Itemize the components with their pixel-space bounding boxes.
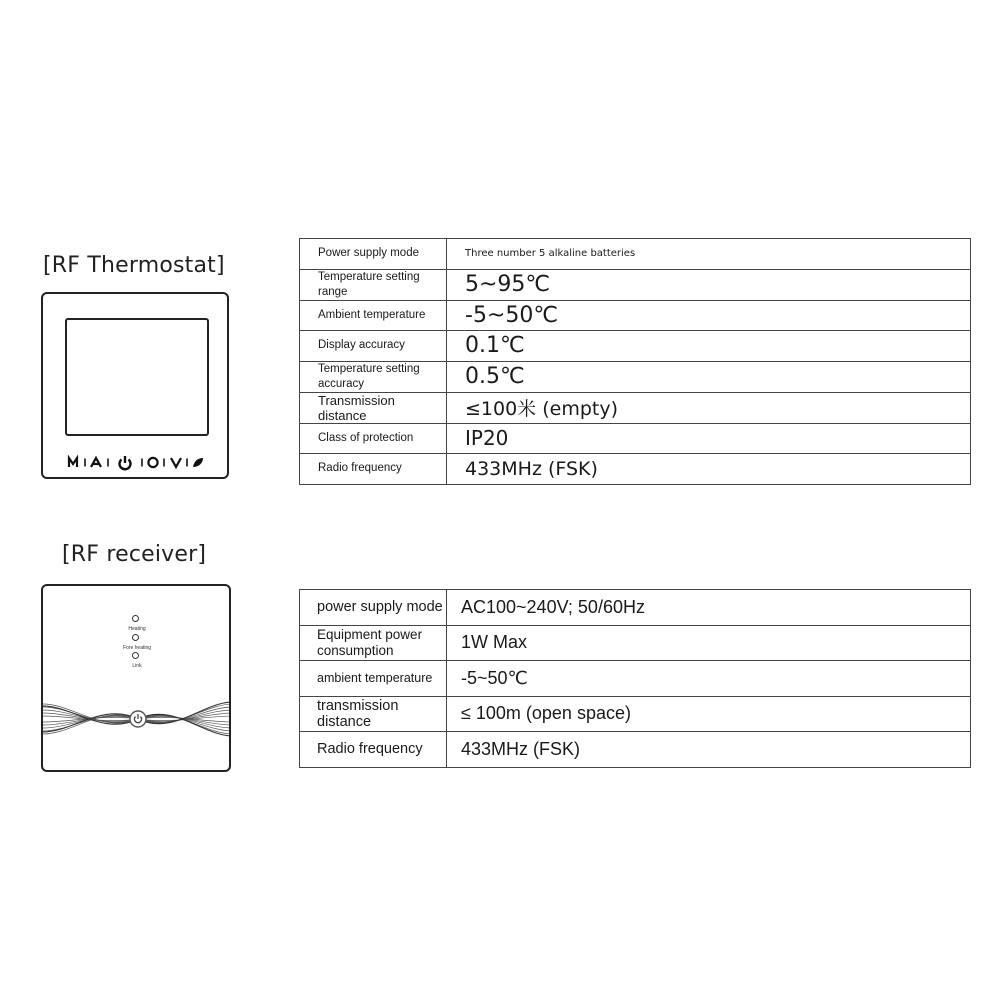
spec-key: Power supply mode [300,239,447,270]
auto-a-icon [91,458,101,467]
spec-value: ≤ 100m (open space) [447,696,971,732]
table-row [300,269,971,300]
table-row [300,392,971,423]
table-row [300,300,971,331]
spec-value: ≤100米 (empty) [447,392,971,423]
link-led-icon [132,652,139,659]
heating-led-icon [132,615,139,622]
spec-value: AC100~240V; 50/60Hz [447,590,971,626]
spec-key: Transmission distance [300,392,447,423]
thermostat-spec-table [299,238,971,485]
receiver-device-image [41,584,231,772]
led-label: Heating [128,626,146,632]
led-label: Link [132,663,142,669]
spec-key: Radio frequency [300,732,447,768]
spec-value: 5~95℃ [447,269,971,300]
spec-key: Ambient temperature [300,300,447,331]
spec-key: Display accuracy [300,331,447,362]
spec-value: 433MHz (FSK) [447,454,971,485]
receiver-spec-table [299,589,971,768]
circle-icon [148,458,157,467]
spec-value: 1W Max [447,625,971,661]
spec-key: Temperature setting range [300,269,447,300]
table-row [300,361,971,392]
spec-value: 0.5℃ [447,361,971,392]
receiver-title: [RF receiver] [62,542,207,567]
spec-value: 0.1℃ [447,331,971,362]
thermostat-keypad [63,452,213,472]
led-label: Fore heating [122,645,152,651]
spec-value: -5~50℃ [447,661,971,697]
table-row [300,661,971,697]
thermostat-title: [RF Thermostat] [43,253,225,278]
thermostat-device-image [41,292,229,479]
table-row [300,590,971,626]
table-row [300,696,971,732]
spec-key: transmission distance [300,696,447,732]
thermostat-screen [65,318,209,436]
spec-key: Class of protection [300,423,447,454]
table-row [300,331,971,362]
leaf-icon [193,458,203,467]
table-row [300,423,971,454]
mode-m-icon [69,458,77,467]
table-row [300,239,971,270]
spec-value: -5~50℃ [447,300,971,331]
down-v-icon [171,458,181,467]
decorative-wave-band [43,694,231,744]
spec-key: ambient temperature [300,661,447,697]
spec-value: IP20 [447,423,971,454]
power-icon [120,456,131,469]
spec-key: Radio frequency [300,454,447,485]
table-row [300,625,971,661]
spec-value: 433MHz (FSK) [447,732,971,768]
table-row [300,732,971,768]
spec-value: Three number 5 alkaline batteries [447,239,971,270]
spec-key: power supply mode [300,590,447,626]
table-row [300,454,971,485]
spec-key: Equipment power consumption [300,625,447,661]
fore-heating-led-icon [132,634,139,641]
spec-key: Temperature setting accuracy [300,361,447,392]
